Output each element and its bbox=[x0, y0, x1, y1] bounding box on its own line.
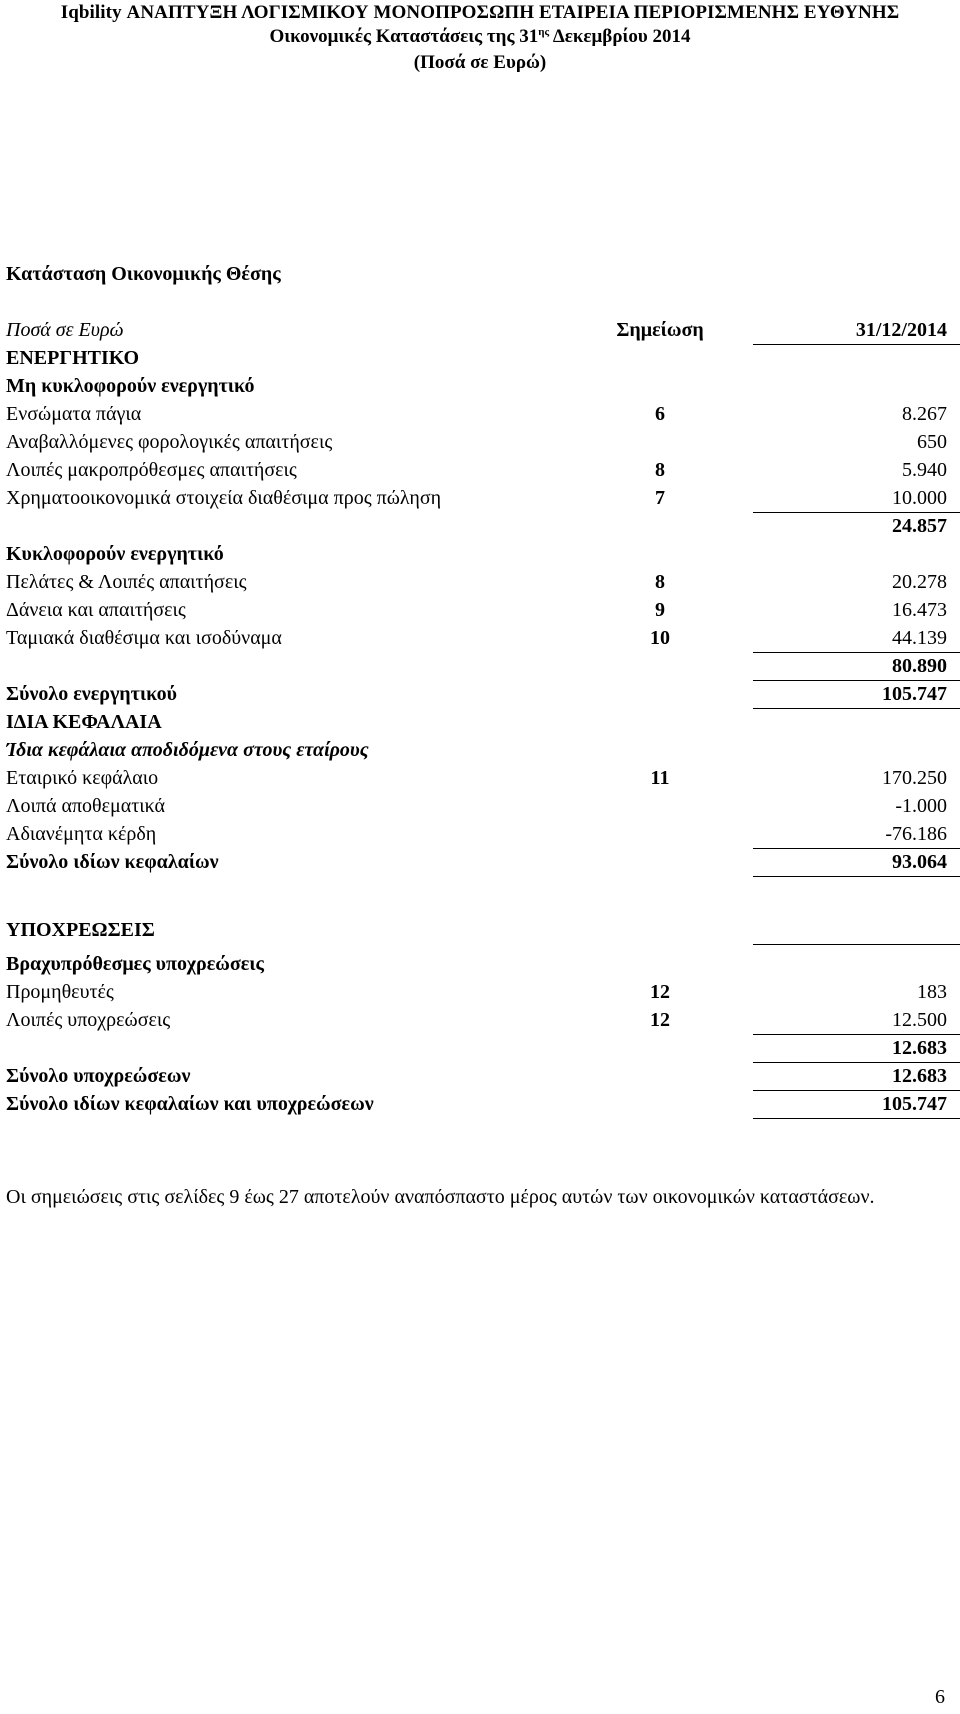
row-label: Πελάτες & Λοιπές απαιτήσεις bbox=[6, 571, 247, 593]
row-value: 12.500 bbox=[892, 1009, 947, 1031]
row-value: 105.747 bbox=[882, 1093, 947, 1115]
row-note: 8 bbox=[655, 459, 665, 481]
row-label: Λοιπά αποθεματικά bbox=[6, 795, 166, 817]
table-row bbox=[0, 484, 960, 512]
row-label: Αναβαλλόμενες φορολογικές απαιτήσεις bbox=[6, 431, 333, 453]
row-note: 9 bbox=[655, 599, 665, 621]
row-label: Σύνολο υποχρεώσεων bbox=[6, 1065, 191, 1087]
row-label: ΕΝΕΡΓΗΤΙΚΟ bbox=[6, 347, 139, 369]
table-header-row bbox=[0, 316, 960, 344]
table-row bbox=[0, 540, 960, 568]
statement-date-line bbox=[0, 24, 960, 50]
amount-unit-label: Ποσά σε Ευρώ bbox=[6, 319, 124, 341]
table-row bbox=[0, 1034, 960, 1062]
table-row bbox=[0, 1006, 960, 1034]
row-label: Χρηματοοικονομικά στοιχεία διαθέσιμα προς πώληση bbox=[6, 487, 442, 509]
table-row bbox=[0, 916, 960, 944]
table-row bbox=[0, 792, 960, 820]
row-note: 10 bbox=[650, 627, 670, 649]
date-column-header: 31/12/2014 bbox=[855, 319, 947, 341]
section-rule bbox=[753, 944, 960, 945]
row-note: 11 bbox=[650, 767, 670, 789]
row-value: 93.064 bbox=[892, 851, 947, 873]
table-row bbox=[0, 344, 960, 372]
table-row bbox=[0, 820, 960, 848]
table-row bbox=[0, 848, 960, 876]
total-underline bbox=[753, 876, 960, 877]
row-label: Ενσώματα πάγια bbox=[6, 403, 142, 425]
row-label: Δάνεια και απαιτήσεις bbox=[6, 599, 186, 621]
row-value: -76.186 bbox=[885, 823, 947, 845]
table-row bbox=[0, 624, 960, 652]
row-label: Βραχυπρόθεσμες υποχρεώσεις bbox=[6, 953, 264, 975]
document-header bbox=[0, 2, 960, 76]
row-label: Αδιανέμητα κέρδη bbox=[6, 823, 157, 845]
row-note: 6 bbox=[655, 403, 665, 425]
statement-prefix: Οικονομικές Καταστάσεις της 31 bbox=[269, 26, 539, 47]
row-label: Εταιρικό κεφάλαιο bbox=[6, 767, 159, 789]
row-value: 20.278 bbox=[892, 571, 947, 593]
table-row bbox=[0, 596, 960, 624]
statement-title: Κατάσταση Οικονομικής Θέσης bbox=[6, 263, 281, 285]
row-label: Μη κυκλοφορούν ενεργητικό bbox=[6, 375, 255, 397]
row-label: Κυκλοφορούν ενεργητικό bbox=[6, 543, 224, 565]
table-row bbox=[0, 372, 960, 400]
table-row bbox=[0, 512, 960, 540]
row-label: Προμηθευτές bbox=[6, 981, 114, 1003]
row-value: 8.267 bbox=[902, 403, 947, 425]
row-note: 8 bbox=[655, 571, 665, 593]
table-row bbox=[0, 1062, 960, 1090]
row-value: -1.000 bbox=[895, 795, 947, 817]
note-column-header: Σημείωση bbox=[616, 319, 704, 341]
table-row bbox=[0, 1090, 960, 1118]
statement-superscript: ης bbox=[538, 26, 550, 38]
row-label: Ταμιακά διαθέσιμα και ισοδύναμα bbox=[6, 627, 282, 649]
table-row bbox=[0, 978, 960, 1006]
table-row bbox=[0, 764, 960, 792]
currency-note: (Ποσά σε Ευρώ) bbox=[413, 52, 547, 73]
row-label: Σύνολο ιδίων κεφαλαίων και υποχρεώσεων bbox=[6, 1093, 374, 1115]
row-value: 12.683 bbox=[892, 1037, 947, 1059]
row-label: Σύνολο ιδίων κεφαλαίων bbox=[6, 851, 219, 873]
row-value: 170.250 bbox=[882, 767, 947, 789]
row-value: 10.000 bbox=[892, 487, 947, 509]
table-row bbox=[0, 568, 960, 596]
row-note: 12 bbox=[650, 1009, 670, 1031]
row-value: 650 bbox=[917, 431, 947, 453]
table-row bbox=[0, 708, 960, 736]
row-value: 5.940 bbox=[902, 459, 947, 481]
row-label: ΙΔΙΑ ΚΕΦΑΛΑΙΑ bbox=[6, 711, 162, 733]
row-value: 80.890 bbox=[892, 655, 947, 677]
row-value: 183 bbox=[917, 981, 947, 1003]
page-number: 6 bbox=[935, 1686, 945, 1708]
statement-suffix: Δεκεμβρίου 2014 bbox=[549, 26, 691, 47]
grand-total-underline bbox=[753, 1118, 960, 1119]
row-value: 24.857 bbox=[892, 515, 947, 537]
table-row bbox=[0, 456, 960, 484]
row-note: 7 bbox=[655, 487, 665, 509]
row-label: ΥΠΟΧΡΕΩΣΕΙΣ bbox=[6, 919, 155, 941]
table-row bbox=[0, 400, 960, 428]
table-row bbox=[0, 652, 960, 680]
row-value: 16.473 bbox=[892, 599, 947, 621]
footnote: Οι σημειώσεις στις σελίδες 9 έως 27 αποτελούν αναπόσπαστο μέρος αυτών των οικονομικών καταστάσεων. bbox=[6, 1186, 875, 1208]
row-value: 12.683 bbox=[892, 1065, 947, 1087]
row-label: Ίδια κεφάλαια αποδιδόμενα στους εταίρους bbox=[6, 739, 369, 761]
row-value: 105.747 bbox=[882, 683, 947, 705]
row-label: Λοιπές μακροπρόθεσμες απαιτήσεις bbox=[6, 459, 297, 481]
row-label: Λοιπές υποχρεώσεις bbox=[6, 1009, 171, 1031]
row-note: 12 bbox=[650, 981, 670, 1003]
company-name: Iqbility ΑΝΑΠΤΥΞΗ ΛΟΓΙΣΜΙΚΟΥ ΜΟΝΟΠΡΟΣΩΠΗ ΕΤΑΙΡΕΙΑ ΠΕΡΙΟΡΙΣΜΕΝΗΣ ΕΥΘΥΝΗΣ bbox=[60, 2, 900, 23]
table-row bbox=[0, 736, 960, 764]
row-value: 44.139 bbox=[892, 627, 947, 649]
row-label: Σύνολο ενεργητικού bbox=[6, 683, 177, 705]
table-row bbox=[0, 680, 960, 708]
table-row bbox=[0, 950, 960, 978]
table-row bbox=[0, 428, 960, 456]
